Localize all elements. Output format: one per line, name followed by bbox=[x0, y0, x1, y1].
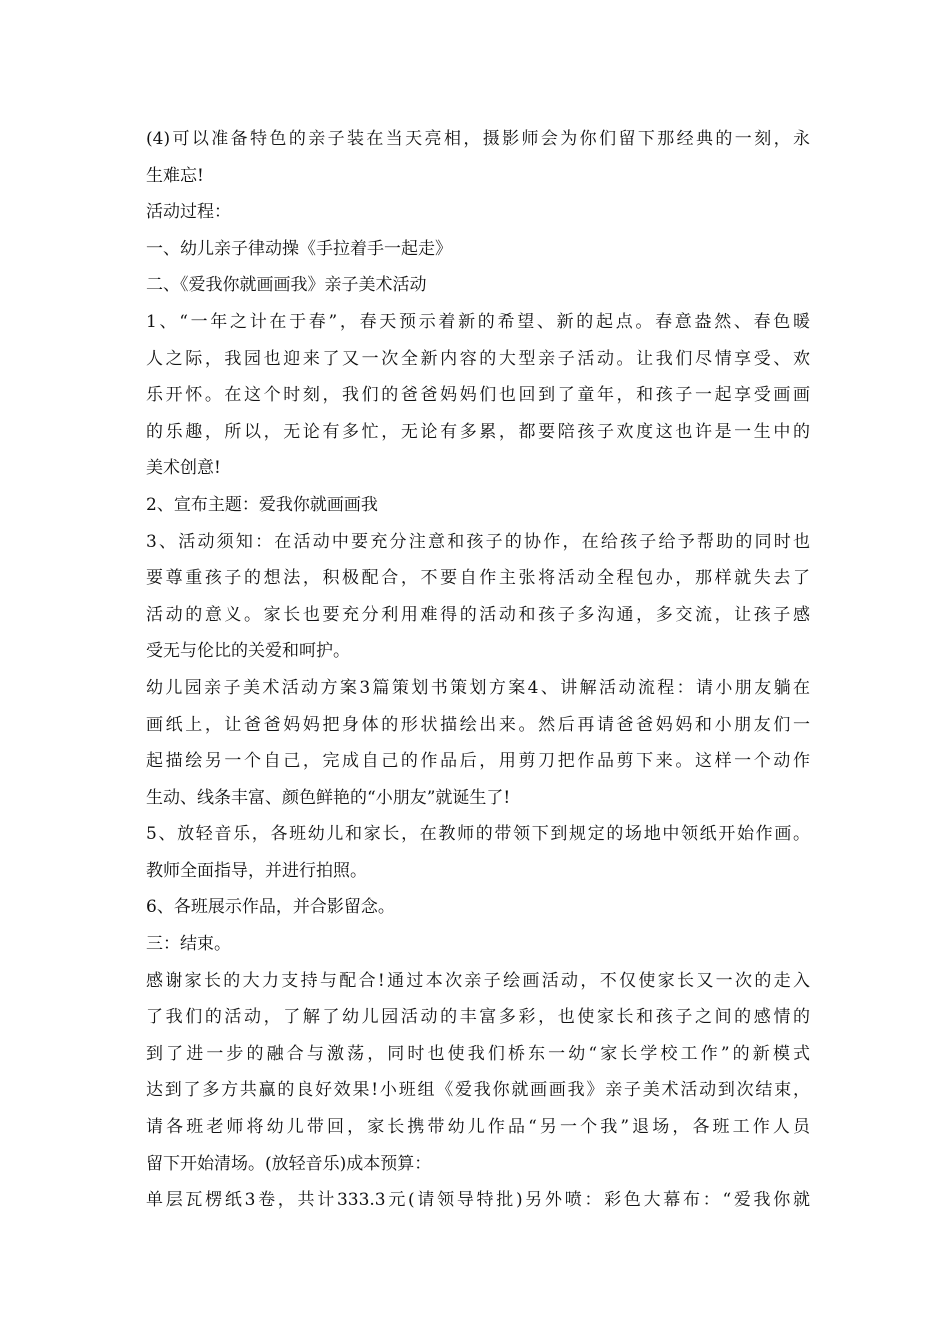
text-line: 留下开始清场。(放轻音乐)成本预算： bbox=[146, 1153, 432, 1174]
text-line: 画纸上，让爸爸妈妈把身体的形状描绘出来。然后再请爸爸妈妈和小朋友们一 bbox=[146, 714, 810, 735]
text-line: 教师全面指导，并进行拍照。 bbox=[146, 860, 367, 881]
text-line: 感谢家长的大力支持与配合!通过本次亲子绘画活动，不仅使家长又一次的走入 bbox=[146, 970, 810, 991]
text-line: 要尊重孩子的想法，积极配合，不要自作主张将活动全程包办，那样就失去了 bbox=[146, 568, 810, 589]
text-line: 乐开怀。在这个时刻，我们的爸爸妈妈们也回到了童年，和孩子一起享受画画 bbox=[146, 385, 810, 406]
text-line: 幼儿园亲子美术活动方案3篇策划书策划方案4、讲解活动流程：请小朋友躺在 bbox=[146, 677, 810, 698]
text-line: 6、各班展示作品，并合影留念。 bbox=[146, 897, 395, 918]
text-line: 了我们的活动，了解了幼儿园活动的丰富多彩，也使家长和孩子之间的感情的 bbox=[146, 1007, 810, 1028]
text-line: 3、活动须知：在活动中要充分注意和孩子的协作，在给孩子给予帮助的同时也 bbox=[146, 531, 810, 552]
text-line: 二、《爱我你就画画我》亲子美术活动 bbox=[146, 275, 427, 296]
text-line: 受无与伦比的关爱和呵护。 bbox=[146, 641, 350, 662]
text-line: 达到了多方共赢的良好效果!小班组《爱我你就画画我》亲子美术活动到次结束， bbox=[146, 1080, 810, 1101]
text-line: 美术创意! bbox=[146, 458, 221, 479]
text-line: 生难忘! bbox=[146, 165, 204, 186]
text-line: 人之际，我园也迎来了又一次全新内容的大型亲子活动。让我们尽情享受、欢 bbox=[146, 348, 810, 369]
text-line: 活动的意义。家长也要充分利用难得的活动和孩子多沟通，多交流，让孩子感 bbox=[146, 604, 810, 625]
text-line: 三：结束。 bbox=[146, 934, 231, 955]
text-line: 请各班老师将幼儿带回，家长携带幼儿作品“另一个我”退场，各班工作人员 bbox=[146, 1117, 810, 1138]
text-line: 起描绘另一个自己，完成自己的作品后，用剪刀把作品剪下来。这样一个动作 bbox=[146, 751, 810, 772]
document-body bbox=[146, 121, 810, 1219]
text-line: 1、“一年之计在于春”，春天预示着新的希望、新的起点。春意盎然、春色暖 bbox=[146, 311, 810, 332]
text-line: 5、放轻音乐，各班幼儿和家长，在教师的带领下到规定的场地中领纸开始作画。 bbox=[146, 824, 810, 845]
text-line: (4)可以准备特色的亲子装在当天亮相，摄影师会为你们留下那经典的一刻，永 bbox=[146, 129, 810, 149]
text-line: 活动过程： bbox=[146, 202, 231, 223]
text-line: 生动、线条丰富、颜色鲜艳的“小朋友”就诞生了! bbox=[146, 787, 511, 808]
text-line: 一、幼儿亲子律动操《手拉着手一起走》 bbox=[146, 238, 452, 259]
text-line: 到了进一步的融合与激荡，同时也使我们桥东一幼“家长学校工作”的新模式 bbox=[146, 1043, 810, 1064]
text-line: 2、宣布主题：爱我你就画画我 bbox=[146, 494, 378, 515]
text-line: 的乐趣，所以，无论有多忙，无论有多累，都要陪孩子欢度这也许是一生中的 bbox=[146, 421, 810, 442]
text-line: 单层瓦楞纸3卷，共计333.3元(请领导特批)另外喷：彩色大幕布：“爱我你就 bbox=[146, 1190, 810, 1211]
